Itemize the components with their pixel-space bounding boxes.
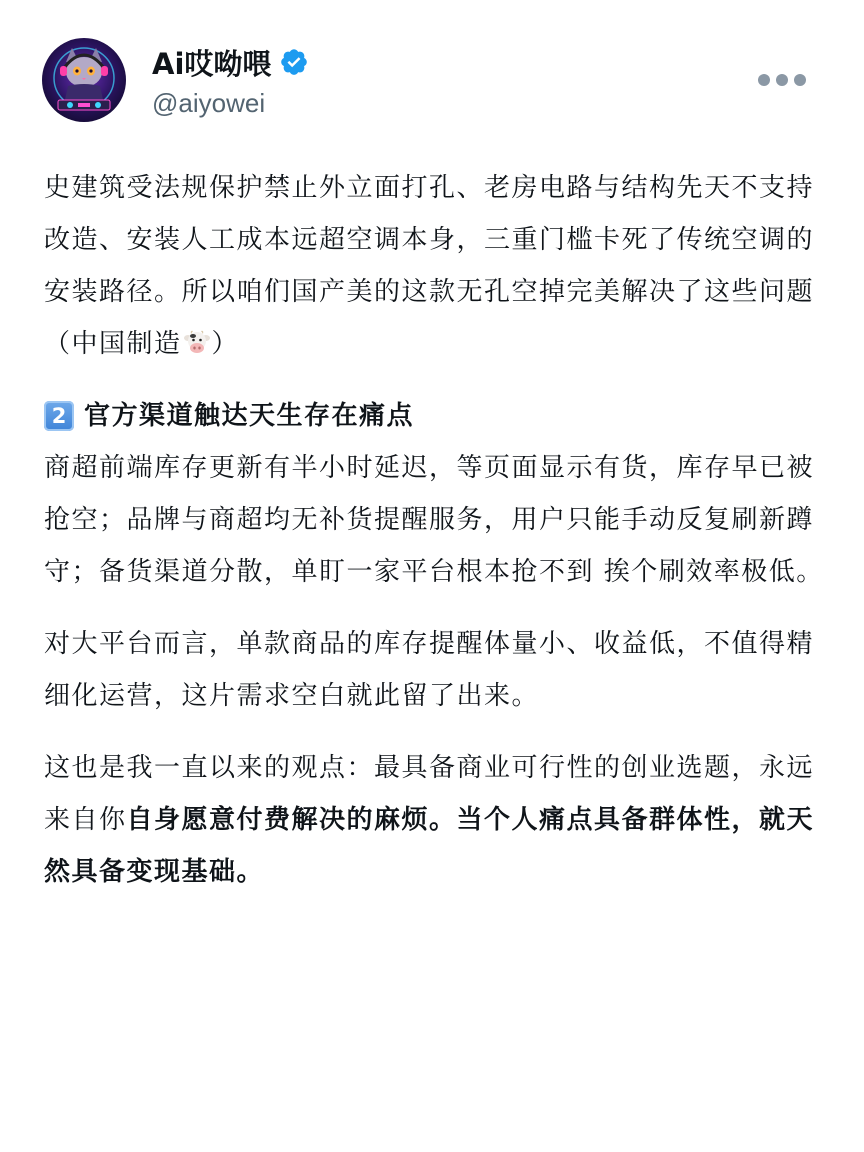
section-body: 商超前端库存更新有半小时延迟，等页面显示有货，库存早已被抢空；品牌与商超均无补货提醒服务，用户只能手动反复刷新蹲守；备货渠道分散，单盯一家平台根本抢不到 挨个刷效率极低。 bbox=[44, 453, 824, 587]
cat-dj-avatar-icon bbox=[42, 38, 126, 122]
section-title: 官方渠道触达天生存在痛点 bbox=[84, 401, 415, 431]
more-options-icon bbox=[776, 74, 788, 86]
author-block bbox=[152, 42, 309, 119]
paragraph-end-text: ） bbox=[211, 329, 240, 359]
user-handle[interactable]: @aiyowei bbox=[152, 88, 266, 118]
post-paragraph bbox=[44, 742, 824, 898]
paragraph-text: 这也是我一直以来的观点：最具备商业可行性的创业选题，永远来自你 bbox=[44, 753, 815, 835]
keycap-2-icon: 2 bbox=[44, 401, 74, 431]
post-body bbox=[44, 162, 824, 898]
cow-face-icon bbox=[182, 323, 212, 353]
post-paragraph: 对大平台而言，单款商品的库存提醒体量小、收益低，不值得精细化运营，这片需求空白就此留了出来。 bbox=[44, 629, 815, 711]
more-options-button[interactable] bbox=[758, 66, 806, 94]
more-options-icon bbox=[794, 74, 806, 86]
paragraph-text: 史建筑受法规保护禁止外立面打孔、老房电路与结构先天不支持改造、安装人工成本远超空调本身，三重门槛卡死了传统空调的安装路径。所以咱们国产美的这款无孔空掉完美解决了这些问题（中国制造 bbox=[44, 173, 815, 359]
post-paragraph bbox=[44, 162, 824, 370]
more-options-icon bbox=[758, 74, 770, 86]
display-name[interactable]: Ai哎呦喂 bbox=[152, 46, 272, 81]
avatar[interactable] bbox=[42, 38, 126, 122]
display-name-row bbox=[152, 42, 309, 82]
paragraph-bold-text: 自身愿意付费解决的麻烦。当个人痛点具备群体性，就天然具备变现基础。 bbox=[44, 805, 815, 887]
post-header bbox=[42, 38, 822, 122]
verified-badge-icon bbox=[279, 47, 309, 77]
section-heading bbox=[44, 390, 824, 442]
